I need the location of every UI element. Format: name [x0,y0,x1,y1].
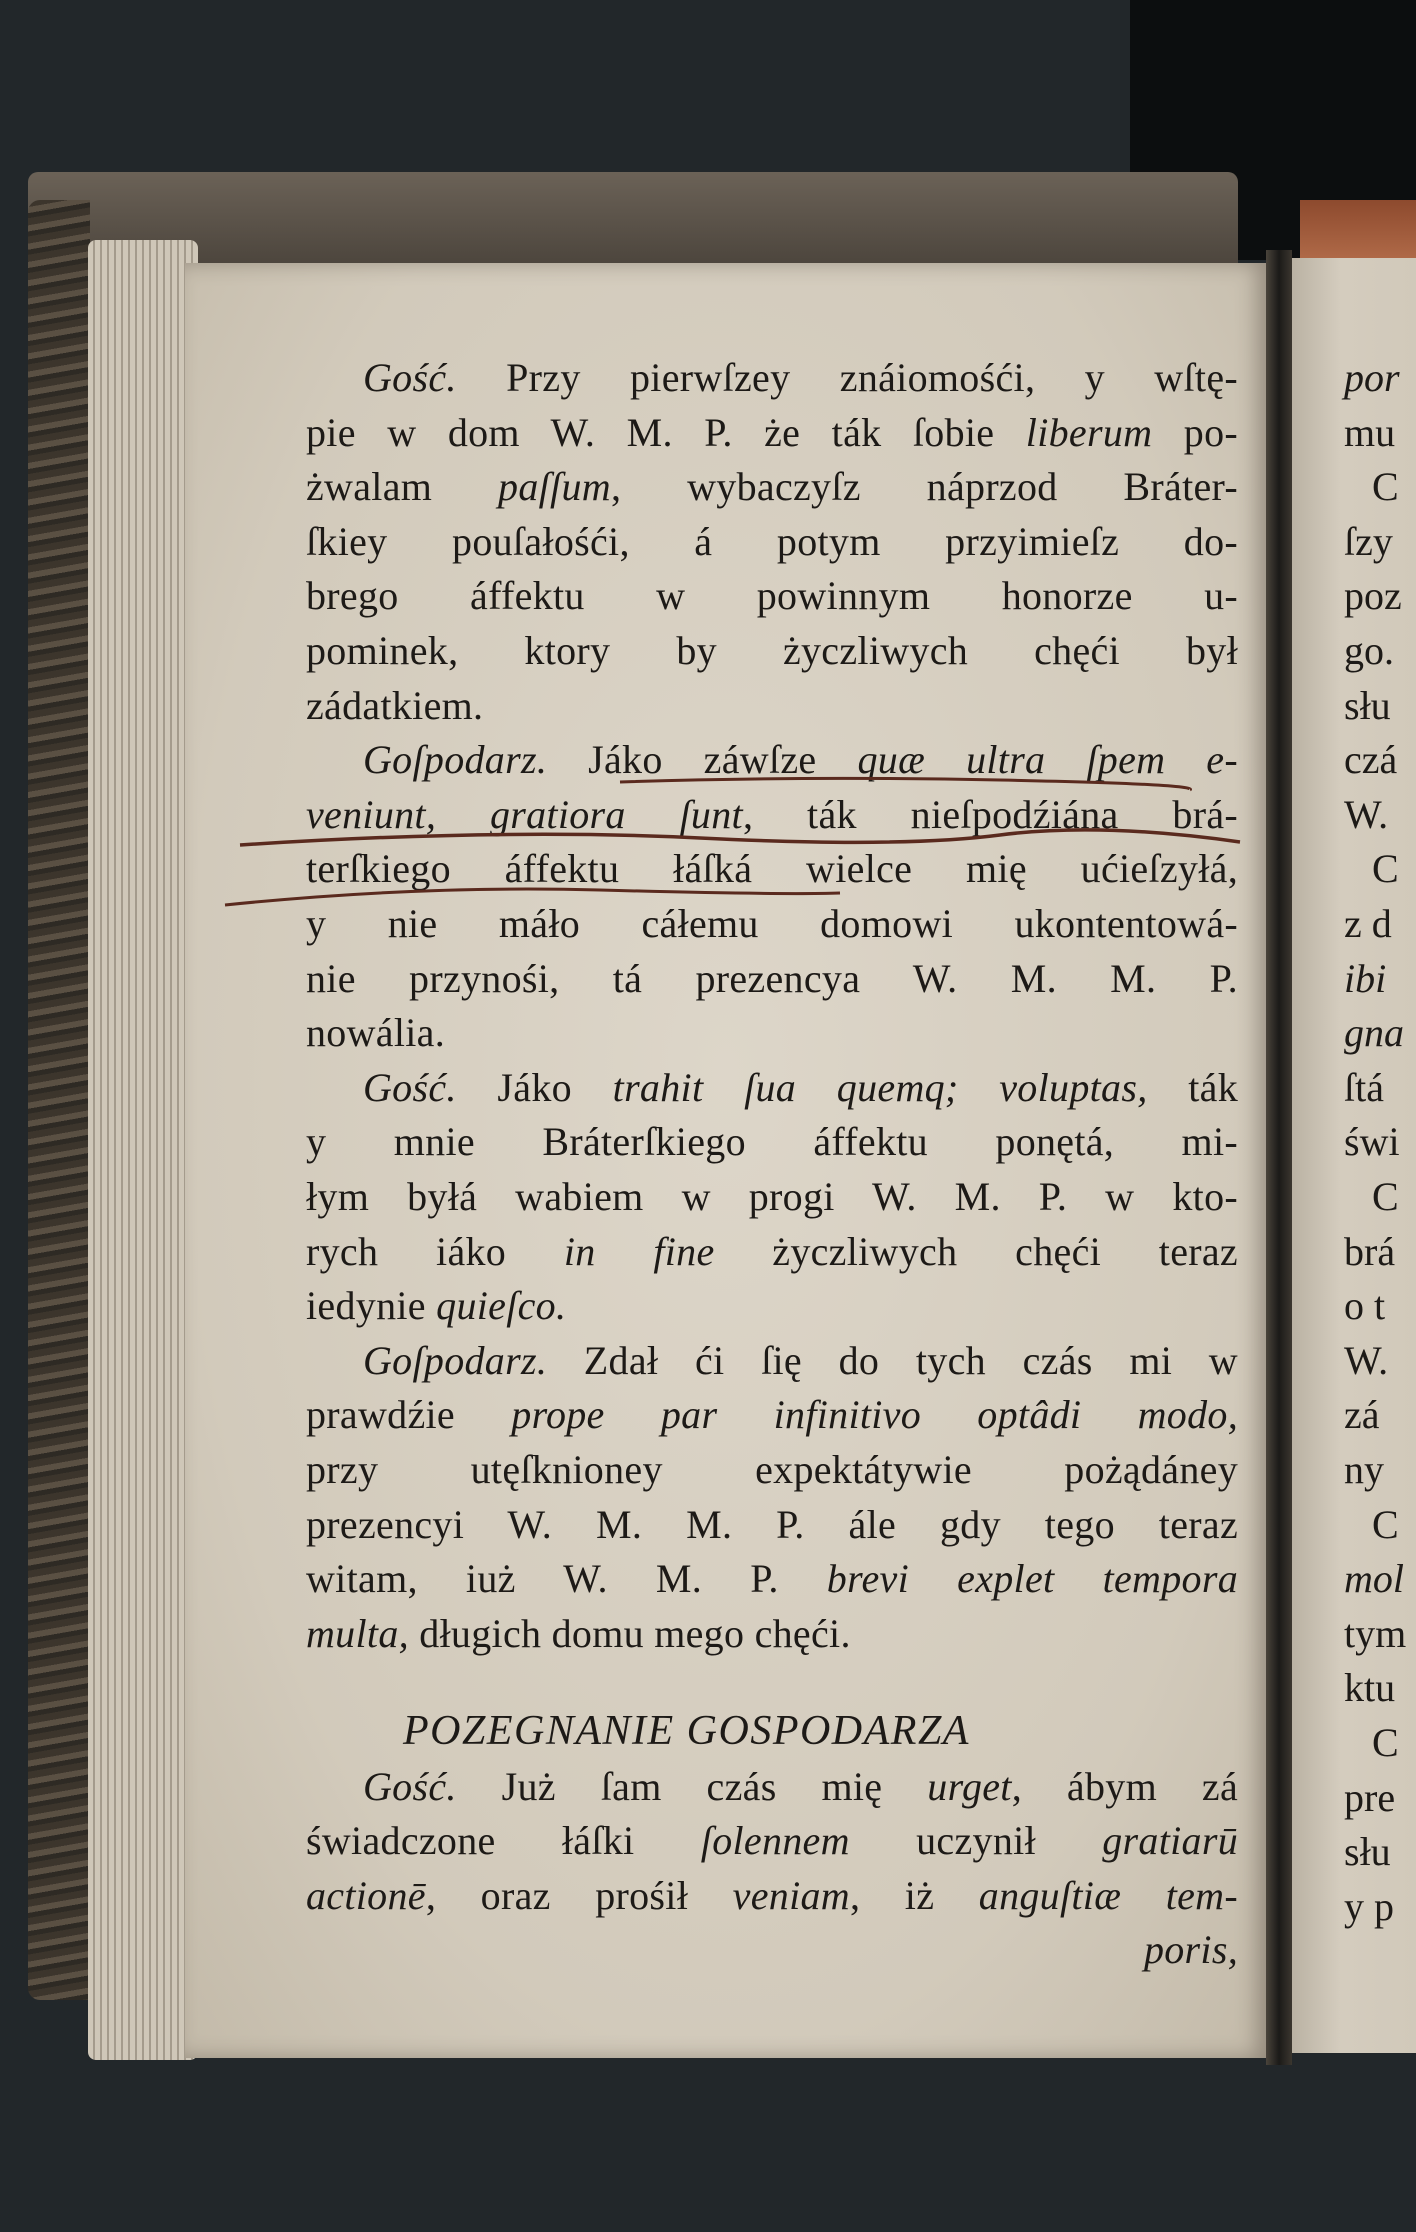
text-segment: prezencyi W. M. M. P. ále gdy tego teraz [306,1501,1238,1547]
text-line [306,1114,1238,1169]
right-page-fragment: gna [1344,1010,1404,1056]
latin-italic-text: multa, [306,1610,409,1656]
text-line [306,405,1238,460]
right-page-fragment: ſzy [1344,518,1393,564]
right-page-fragment: mu [1344,409,1396,455]
text-segment: , ábym zá [1011,1763,1239,1809]
right-page-fragment: ſtá [1344,1064,1384,1110]
text-segment: zádatkiem. [306,682,484,728]
latin-italic-text: veniam [732,1872,850,1918]
right-page-fragment: mol [1344,1556,1404,1602]
right-page-fragment: ny [1344,1447,1384,1492]
text-line [306,1169,1238,1224]
text-line [306,1551,1238,1606]
text-segment: brego áffektu w powinnym honorze u- [306,573,1238,619]
right-page-fragment: tym [1344,1610,1407,1656]
right-page-fragment: słu [1344,682,1391,728]
right-page-fragment: C [1372,1501,1399,1547]
latin-italic-text: liberum [1025,409,1153,455]
text-segment: rych iáko [306,1228,564,1274]
text-line [363,732,1238,787]
latin-italic-text: gratiarū [1102,1818,1239,1864]
latin-italic-text: trahit ſua quemq; voluptas, [612,1064,1148,1110]
text-segment: Jáko [456,1064,613,1110]
right-page-fragment: o t [1344,1283,1386,1329]
text-segment: Przy pierwſzey znáiomośći, y wſtę- [456,355,1238,400]
text-segment: po- [1152,409,1239,455]
text-line [363,1759,1238,1814]
latin-italic-text: actionē [306,1872,426,1918]
text-line [306,1813,1238,1868]
text-segment: pominek, ktory by życzliwych chęći był [306,628,1238,673]
latin-italic-text: prope par infinitivo optâdi modo, [511,1392,1238,1438]
text-segment: iedynie [306,1283,437,1329]
latin-italic-text: Goſpodarz. [363,737,548,783]
latin-italic-text: Gość. [363,1763,457,1809]
text-line [306,1442,1238,1497]
text-segment: nie przynośi, tá prezencya W. M. M. P. [306,955,1238,1001]
text-line [306,951,1238,1006]
right-page-fragment: C [1372,1174,1399,1219]
text-line [306,1606,1238,1661]
right-page-fragment: W. [1344,791,1389,837]
latin-italic-text: quieſco. [436,1283,567,1329]
book-cover-board [28,172,1238,272]
text-line [306,841,1238,896]
right-page-fragment: go. [1344,628,1394,673]
text-line [306,1922,1238,1977]
text-line [363,1060,1238,1115]
right-page-fragment: C [1372,1720,1399,1765]
text-segment: ták [1147,1064,1238,1110]
text-line [306,1497,1238,1552]
right-page-fragment: czá [1344,737,1398,783]
text-line [363,1333,1238,1388]
latin-italic-text: Gość. [363,1064,457,1110]
text-segment: długich domu mego chęći. [408,1610,851,1656]
latin-italic-text: Gość. [363,355,457,400]
page-edges [88,240,198,2060]
latin-italic-text: brevi explet tempora [826,1556,1238,1602]
text-segment: , ták nieſpodźiána brá- [742,791,1238,837]
latin-italic-text: paſſum [498,464,611,510]
text-segment: żwalam [306,464,499,510]
text-line [363,350,1238,405]
text-segment: ſkiey pouſałośći, á potym przyimieſz do- [306,518,1238,564]
text-segment: , wybaczyſz náprzod Bráter- [610,464,1238,510]
text-segment: Już ſam czás mię [456,1763,928,1809]
right-page-fragment: zá [1344,1392,1380,1438]
book-spine-edge [28,200,90,2000]
latin-italic-text: poris, [1143,1927,1238,1973]
right-page-fragment: świ [1344,1119,1400,1165]
section-heading: POZEGNANIE GOSPODARZA [403,1708,970,1755]
latin-italic-text: urget [927,1763,1012,1809]
right-page-fragment: poz [1344,573,1402,619]
right-page-fragment: W. [1344,1337,1389,1383]
right-page-fragment: C [1372,464,1399,510]
right-page-top-edge [1300,200,1416,260]
text-segment: pie w dom W. M. P. że ták ſobie [306,409,1026,455]
text-segment: prawdźie [306,1392,512,1438]
latin-italic-text: quæ ultra ſpem e- [857,737,1238,783]
right-page-fragment: y p [1344,1883,1394,1929]
book-gutter [1266,250,1292,2065]
text-line [306,1868,1238,1923]
text-segment: terſkiego áffektu łáſká wielce mię ućieſzyłá, [306,846,1238,892]
text-line [306,568,1238,623]
text-segment: y nie máło cáłemu domowi ukontentowá- [306,901,1238,946]
right-page-fragment: por [1344,355,1400,400]
text-line [306,1005,1238,1060]
text-line [306,787,1238,842]
latin-italic-text: in fine [563,1228,715,1274]
text-segment: , iż [849,1872,979,1918]
text-segment: Jáko záwſze [547,737,858,783]
text-segment: nowália. [306,1010,446,1056]
latin-italic-text: Goſpodarz. [363,1337,548,1383]
text-segment: życzliwych chęći teraz [714,1228,1238,1274]
text-line [306,1278,1238,1333]
right-page-fragment: pre [1344,1774,1396,1820]
text-segment: uczynił [849,1818,1103,1864]
text-line [306,1387,1238,1442]
text-line [306,896,1238,951]
latin-italic-text: ſolennem [700,1818,850,1864]
text-line [306,623,1238,678]
text-segment: y mnie Bráterſkiego áffektu ponętá, mi- [306,1119,1238,1165]
right-page-fragment: z d [1344,901,1392,946]
text-segment: łym byłá wabiem w progi W. M. P. w kto- [306,1174,1238,1219]
latin-italic-text: veniunt, gratiora ſunt [306,791,743,837]
text-line [306,514,1238,569]
text-segment: Zdał ći ſię do tych czás mi w [547,1337,1238,1383]
right-page-fragment: słu [1344,1829,1391,1875]
text-segment: przy utęſknioney expektátywie pożądáney [306,1447,1238,1492]
text-line [306,678,1238,733]
text-segment: witam, iuż W. M. P. [306,1556,827,1602]
latin-italic-text: anguſtiæ tem- [978,1872,1238,1918]
text-line [306,459,1238,514]
text-segment: świadczone łáſki [306,1818,701,1864]
right-page-fragment: ktu [1344,1665,1396,1711]
text-line [306,1224,1238,1279]
text-segment: , oraz prośił [425,1872,733,1918]
right-page-fragment: C [1372,846,1399,892]
right-page-fragment: ibi [1344,955,1387,1001]
right-page-fragment: brá [1344,1228,1396,1274]
